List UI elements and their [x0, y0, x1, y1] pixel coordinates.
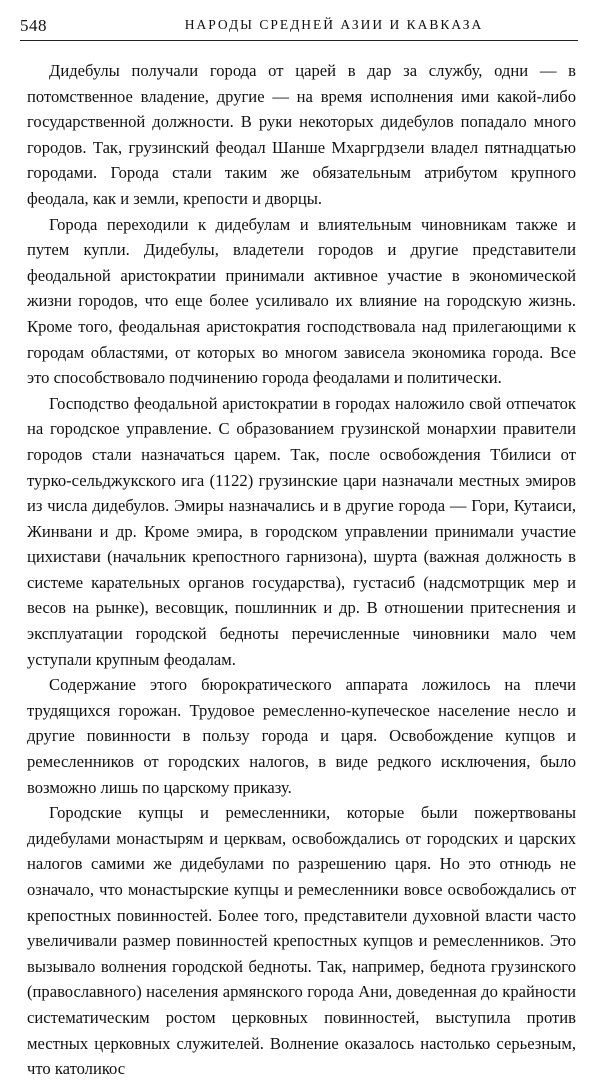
- paragraph-5: Городские купцы и ремесленники, которые были пожертвованы дидебулами монастырям и церквам, освобождались от городских и царских налогов самими же дидебулами по разрешению царя. Но это отнюдь не означало, что монастырские купцы и ремесленники вовсе освобождались от крепостных повинностей. Более того, представители духовной власти часто увеличивали размер повинностей крепостных купцов и ремесленников. Это вызывало волнения городской бедноты. Так, например, беднота грузинского (православного) населения армянского города Ани, доведенная до крайности систематическим ростом церковных повинностей, выступила против местных церковных служителей. Волнение оказалось настолько серьезным, что католикос: [27, 803, 576, 1079]
- paragraph-4: Содержание этого бюрократического аппарата ложилось на плечи трудящихся горожан. Трудовое ремесленно-купеческое население несло и другие повинности в пользу города и царя. Освобождение купцов и ремесленников от городских налогов, в виде редкого исключения, было возможно лишь по царскому приказу.: [27, 675, 576, 797]
- paragraph-3: Господство феодальной аристократии в городах наложило свой отпечаток на городское управление. С образованием грузинской монархии правители городов стали назначаться царем. Так, после освобождения Тбилиси от турко-сельджукского ига (1122) грузинские цари назначали местных эмиров из числа дидебулов. Эмиры назначались и в другие города — Гори, Кутаиси, Жинвани и др. Кроме эмира, в городском управлении принимали участие цихистави (начальник крепостного гарнизона), шуртa (важная должность в системе карательных органов государства), густасиб (надсмотрщик мер и весов на рынке), весовщик, пошлинник и др. В отношении притеснения и эксплуатации городской бедноты перечисленные чиновники мало чем уступали крупным феодалам.: [27, 393, 576, 669]
- page-header: [20, 14, 578, 41]
- body-text: [27, 58, 576, 1082]
- paragraph-2: Города переходили к дидебулам и влиятельным чиновникам также и путем купли. Дидебулы, владетели городов и другие представители феодальной аристократии принимали активное участие в экономической жизни городов, что еще более усиливало их влияние на городскую жизнь. Кроме того, феодальная аристократия господствовала над прилегающими к городам областями, от которых во многом зависела экономика города. Все это способствовало подчинению города феодалами и политически.: [27, 214, 576, 388]
- paragraph-1: Дидебулы получали города от царей в дар за службу, одни — в потомственное владение, другие — на время исполнения ими какой-либо государственной должности. В руки некоторых дидебулов попадало много городов. Так, грузинский феодал Шанше Мхаргрдзели владел пятнадцатью городами. Города стали таким же обязательным атрибутом крупного феодала, как и земли, крепости и дворцы.: [27, 61, 576, 208]
- running-title: НАРОДЫ СРЕДНЕЙ АЗИИ И КАВКАЗА: [184, 17, 484, 32]
- page-number: 548: [20, 16, 47, 35]
